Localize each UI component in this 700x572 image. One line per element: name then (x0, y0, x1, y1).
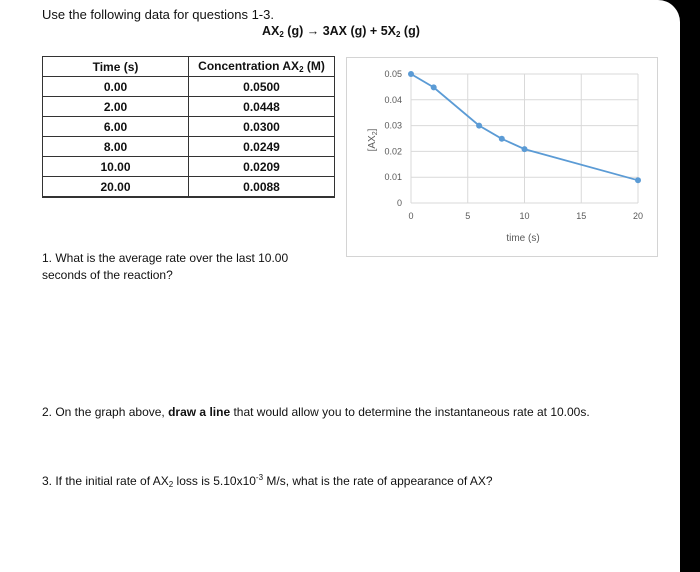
x-axis-title: time (s) (506, 233, 540, 244)
y-axis-title-main: [AX (367, 135, 378, 152)
question-2-bold: draw a line (168, 405, 231, 419)
y-tick-label: 0.05 (384, 69, 402, 79)
x-tick-label: 10 (519, 211, 530, 221)
x-tick-label: 5 (465, 211, 471, 221)
question-1: 1. What is the average rate over the last 10.00 seconds of the reaction? (42, 251, 289, 282)
data-point (476, 123, 482, 129)
cell-concentration: 0.0500 (189, 77, 335, 97)
x-tick-label: 15 (576, 211, 587, 221)
table-row (43, 157, 335, 177)
question-2-part-a: 2. On the graph above, (42, 405, 169, 419)
chart-grid (411, 74, 638, 203)
chart-canvas (347, 58, 657, 256)
y-tick-label: 0.01 (384, 172, 402, 183)
cell-time: 10.00 (43, 157, 189, 177)
table-row (43, 77, 335, 97)
question-3-part-a: 3. If the initial rate of AX (42, 474, 169, 488)
y-tick-label: 0.04 (384, 94, 402, 105)
table-row (43, 137, 335, 157)
x-tick-label: 20 (632, 211, 644, 221)
y-axis-title (367, 128, 379, 151)
question-3-part-b: loss is 5.10x10 (173, 474, 256, 488)
cell-time: 0.00 (43, 77, 189, 97)
data-point (431, 84, 437, 90)
cell-concentration: 0.0448 (189, 97, 335, 117)
header-conc-prefix: Concentration AX (198, 59, 300, 73)
header-time: Time (s) (43, 57, 189, 77)
equation-subscript-a: 2 (279, 30, 284, 39)
data-point (408, 71, 414, 77)
reaction-equation (262, 24, 420, 39)
y-tick-label: 0.02 (384, 146, 402, 157)
question-2 (42, 404, 662, 421)
y-axis-title-close: ] (367, 128, 378, 132)
table-header-row (43, 57, 335, 77)
y-axis-title-subscript: 2 (372, 131, 379, 136)
equation-part-a: AX (262, 24, 280, 38)
question-2-part-b: that would allow you to determine the instantaneous rate at 10.00s. (230, 405, 590, 419)
equation-part-c: (g) (400, 24, 420, 38)
header-conc-suffix: (M) (303, 59, 325, 73)
cell-time: 20.00 (43, 177, 189, 198)
equation-part-b: (g) → 3AX (g) + 5X (283, 24, 396, 38)
cell-time: 6.00 (43, 117, 189, 137)
table-row (43, 117, 335, 137)
question-3-subscript: 2 (168, 480, 174, 489)
header-conc-subscript: 2 (299, 65, 304, 74)
cell-concentration: 0.0249 (189, 137, 335, 157)
data-point (499, 136, 505, 142)
data-point (635, 177, 641, 183)
table-row (43, 177, 335, 198)
header-concentration (189, 57, 335, 77)
cell-concentration: 0.0088 (189, 177, 335, 198)
data-table (42, 56, 335, 198)
question-3 (42, 469, 662, 493)
data-point (522, 146, 528, 152)
question-3-part-c: M/s, what is the rate of appearance of AX? (263, 474, 493, 488)
equation-subscript-b: 2 (396, 30, 401, 39)
y-tick-label: 0.03 (384, 120, 402, 131)
concentration-chart (346, 57, 658, 257)
table-row (43, 97, 335, 117)
y-tick-label: 0 (396, 198, 402, 208)
cell-concentration: 0.0300 (189, 117, 335, 137)
cell-time: 2.00 (43, 97, 189, 117)
x-tick-label: 0 (408, 211, 414, 221)
cell-time: 8.00 (43, 137, 189, 157)
question-3-superscript: -3 (255, 473, 264, 482)
intro-text: Use the following data for questions 1-3. (42, 7, 274, 22)
cell-concentration: 0.0209 (189, 157, 335, 177)
